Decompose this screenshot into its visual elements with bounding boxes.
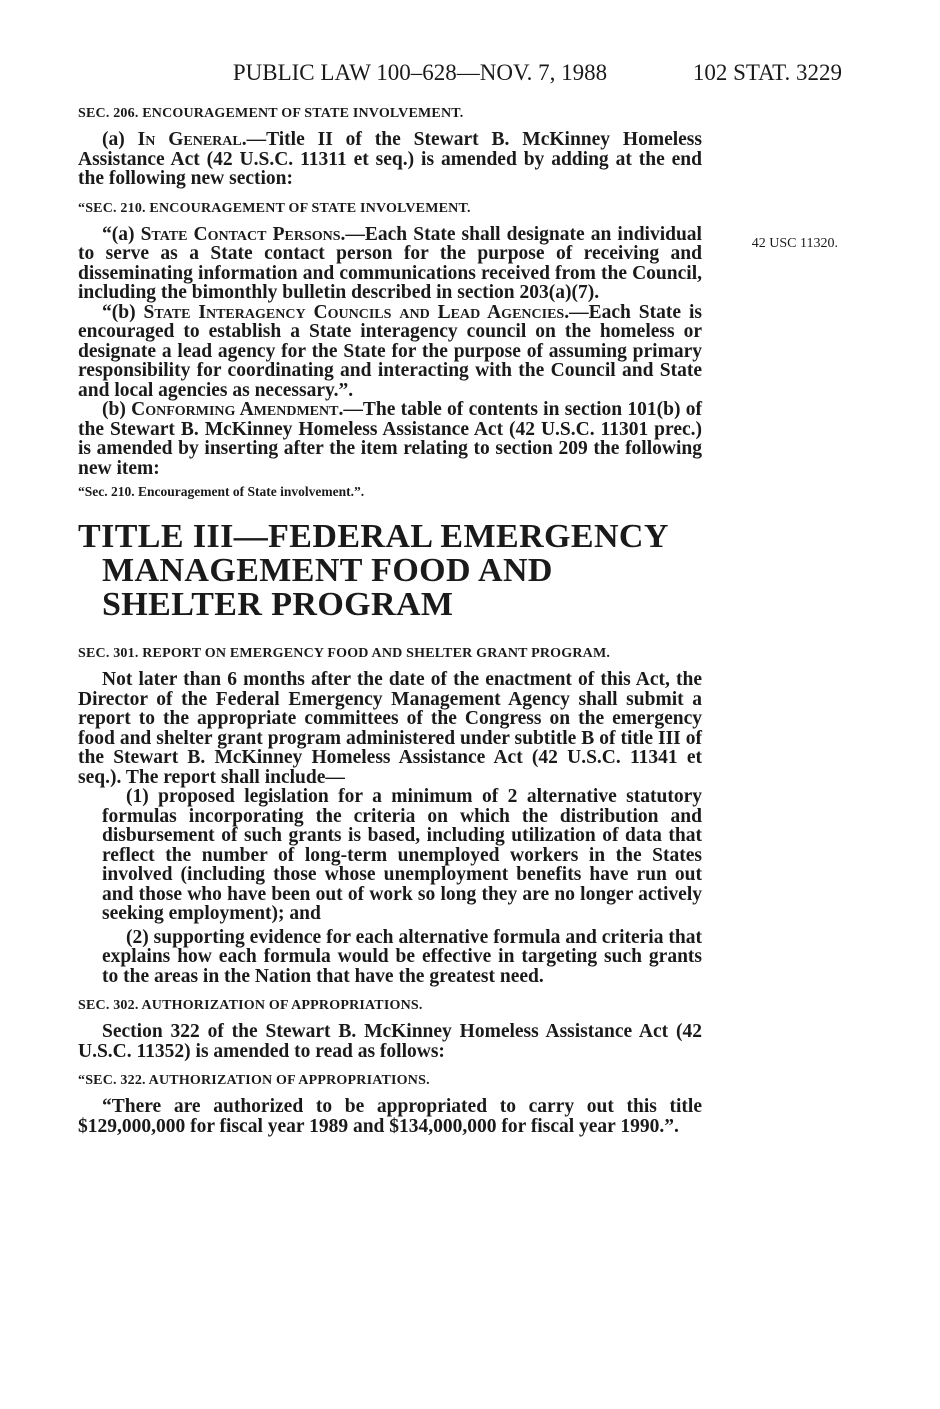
sec-302-intro: Section 322 of the Stewart B. McKinney Homeless Assistance Act (42 U.S.C. 11352) is amended to read as follows:	[78, 1021, 702, 1062]
sec-322-heading: “SEC. 322. AUTHORIZATION OF APPROPRIATIONS.	[78, 1073, 430, 1088]
sec-302-heading: SEC. 302. AUTHORIZATION OF APPROPRIATIONS.	[78, 998, 423, 1013]
running-head: PUBLIC LAW 100–628—NOV. 7, 1988	[232, 60, 608, 85]
sec-301-item-2: (2) supporting evidence for each alternative formula and criteria that explains how each formula would be effective in targeting such grants to the areas in the Nation that have the greatest need.	[102, 926, 702, 987]
sec-301-intro: Not later than 6 months after the date of the enactment of this Act, the Director of the Federal Emergency Management Agency shall submit a report to the appropriate committees of the Congress on the emergency food and shelter grant program administered under subtitle B of title III of the Stewart B. McKinney Homeless Assistance Act (42 U.S.C. 11341 et seq.). The report shall include—	[78, 669, 702, 788]
margin-citation: 42 USC 11320.	[751, 236, 838, 251]
sec-210-b: “(b) State Interagency Councils and Lead Agencies.—Each State is encouraged to establish a State interagency council on the homeless or designate a lead agency for the State for the purpose of assuming primary responsibility for coordinating and interacting with the Council and State and local agencies as necessary.”.	[78, 301, 702, 401]
caption-state-interagency: State Interagency Councils and Lead Agencies.	[143, 301, 570, 323]
sec-206-a: (a) In General.—Title II of the Stewart B. McKinney Homeless Assistance Act (42 U.S.C. 11311 et seq.) is amended by adding at the end the following new section:	[78, 129, 702, 189]
sec-206-b: (b) Conforming Amendment.—The table of contents in section 101(b) of the Stewart B. McKinney Homeless Assistance Act (42 U.S.C. 11301 prec.) is amended by inserting after the item relating to section 209 the following new item:	[78, 399, 702, 479]
stat-page-number: 102 STAT. 3229	[692, 60, 842, 85]
caption-state-contact-persons: State Contact Persons.	[140, 223, 346, 245]
title-iii-heading: TITLE III—FEDERAL EMERGENCY MANAGEMENT FOOD AND SHELTER PROGRAM	[78, 518, 668, 623]
sec-301-heading: SEC. 301. REPORT ON EMERGENCY FOOD AND SHELTER GRANT PROGRAM.	[78, 646, 611, 661]
sec-210-heading: “SEC. 210. ENCOURAGEMENT OF STATE INVOLVEMENT.	[78, 200, 471, 216]
toc-item: “Sec. 210. Encouragement of State involvement.”.	[78, 484, 365, 499]
caption-in-general: In General.	[137, 129, 247, 150]
sec-322-text: “There are authorized to be appropriated to carry out this title $129,000,000 for fiscal year 1989 and $134,000,000 for fiscal year 1990.”.	[78, 1096, 702, 1137]
sec-210-a: “(a) State Contact Persons.—Each State shall designate an individual to serve as a State contact person for the purpose of receiving and disseminating information and communications received from the Council, including the bimonthly bulletin described in section 203(a)(7).	[78, 223, 702, 303]
page-body	[78, 106, 702, 1136]
sec-301-item-1: (1) proposed legislation for a minimum of 2 alternative statutory formulas incorporating the criteria on which the distribution and disbursement of such grants is based, including utilization of data that reflect the number of long-term unemployed workers in the States involved (including those whose unemployment benefits have run out and those who have been out of work so long they are no longer actively seeking employment); and	[102, 786, 702, 924]
sec-206-heading: SEC. 206. ENCOURAGEMENT OF STATE INVOLVEMENT.	[78, 106, 464, 121]
caption-conforming-amendment: Conforming Amendment.	[131, 399, 344, 420]
